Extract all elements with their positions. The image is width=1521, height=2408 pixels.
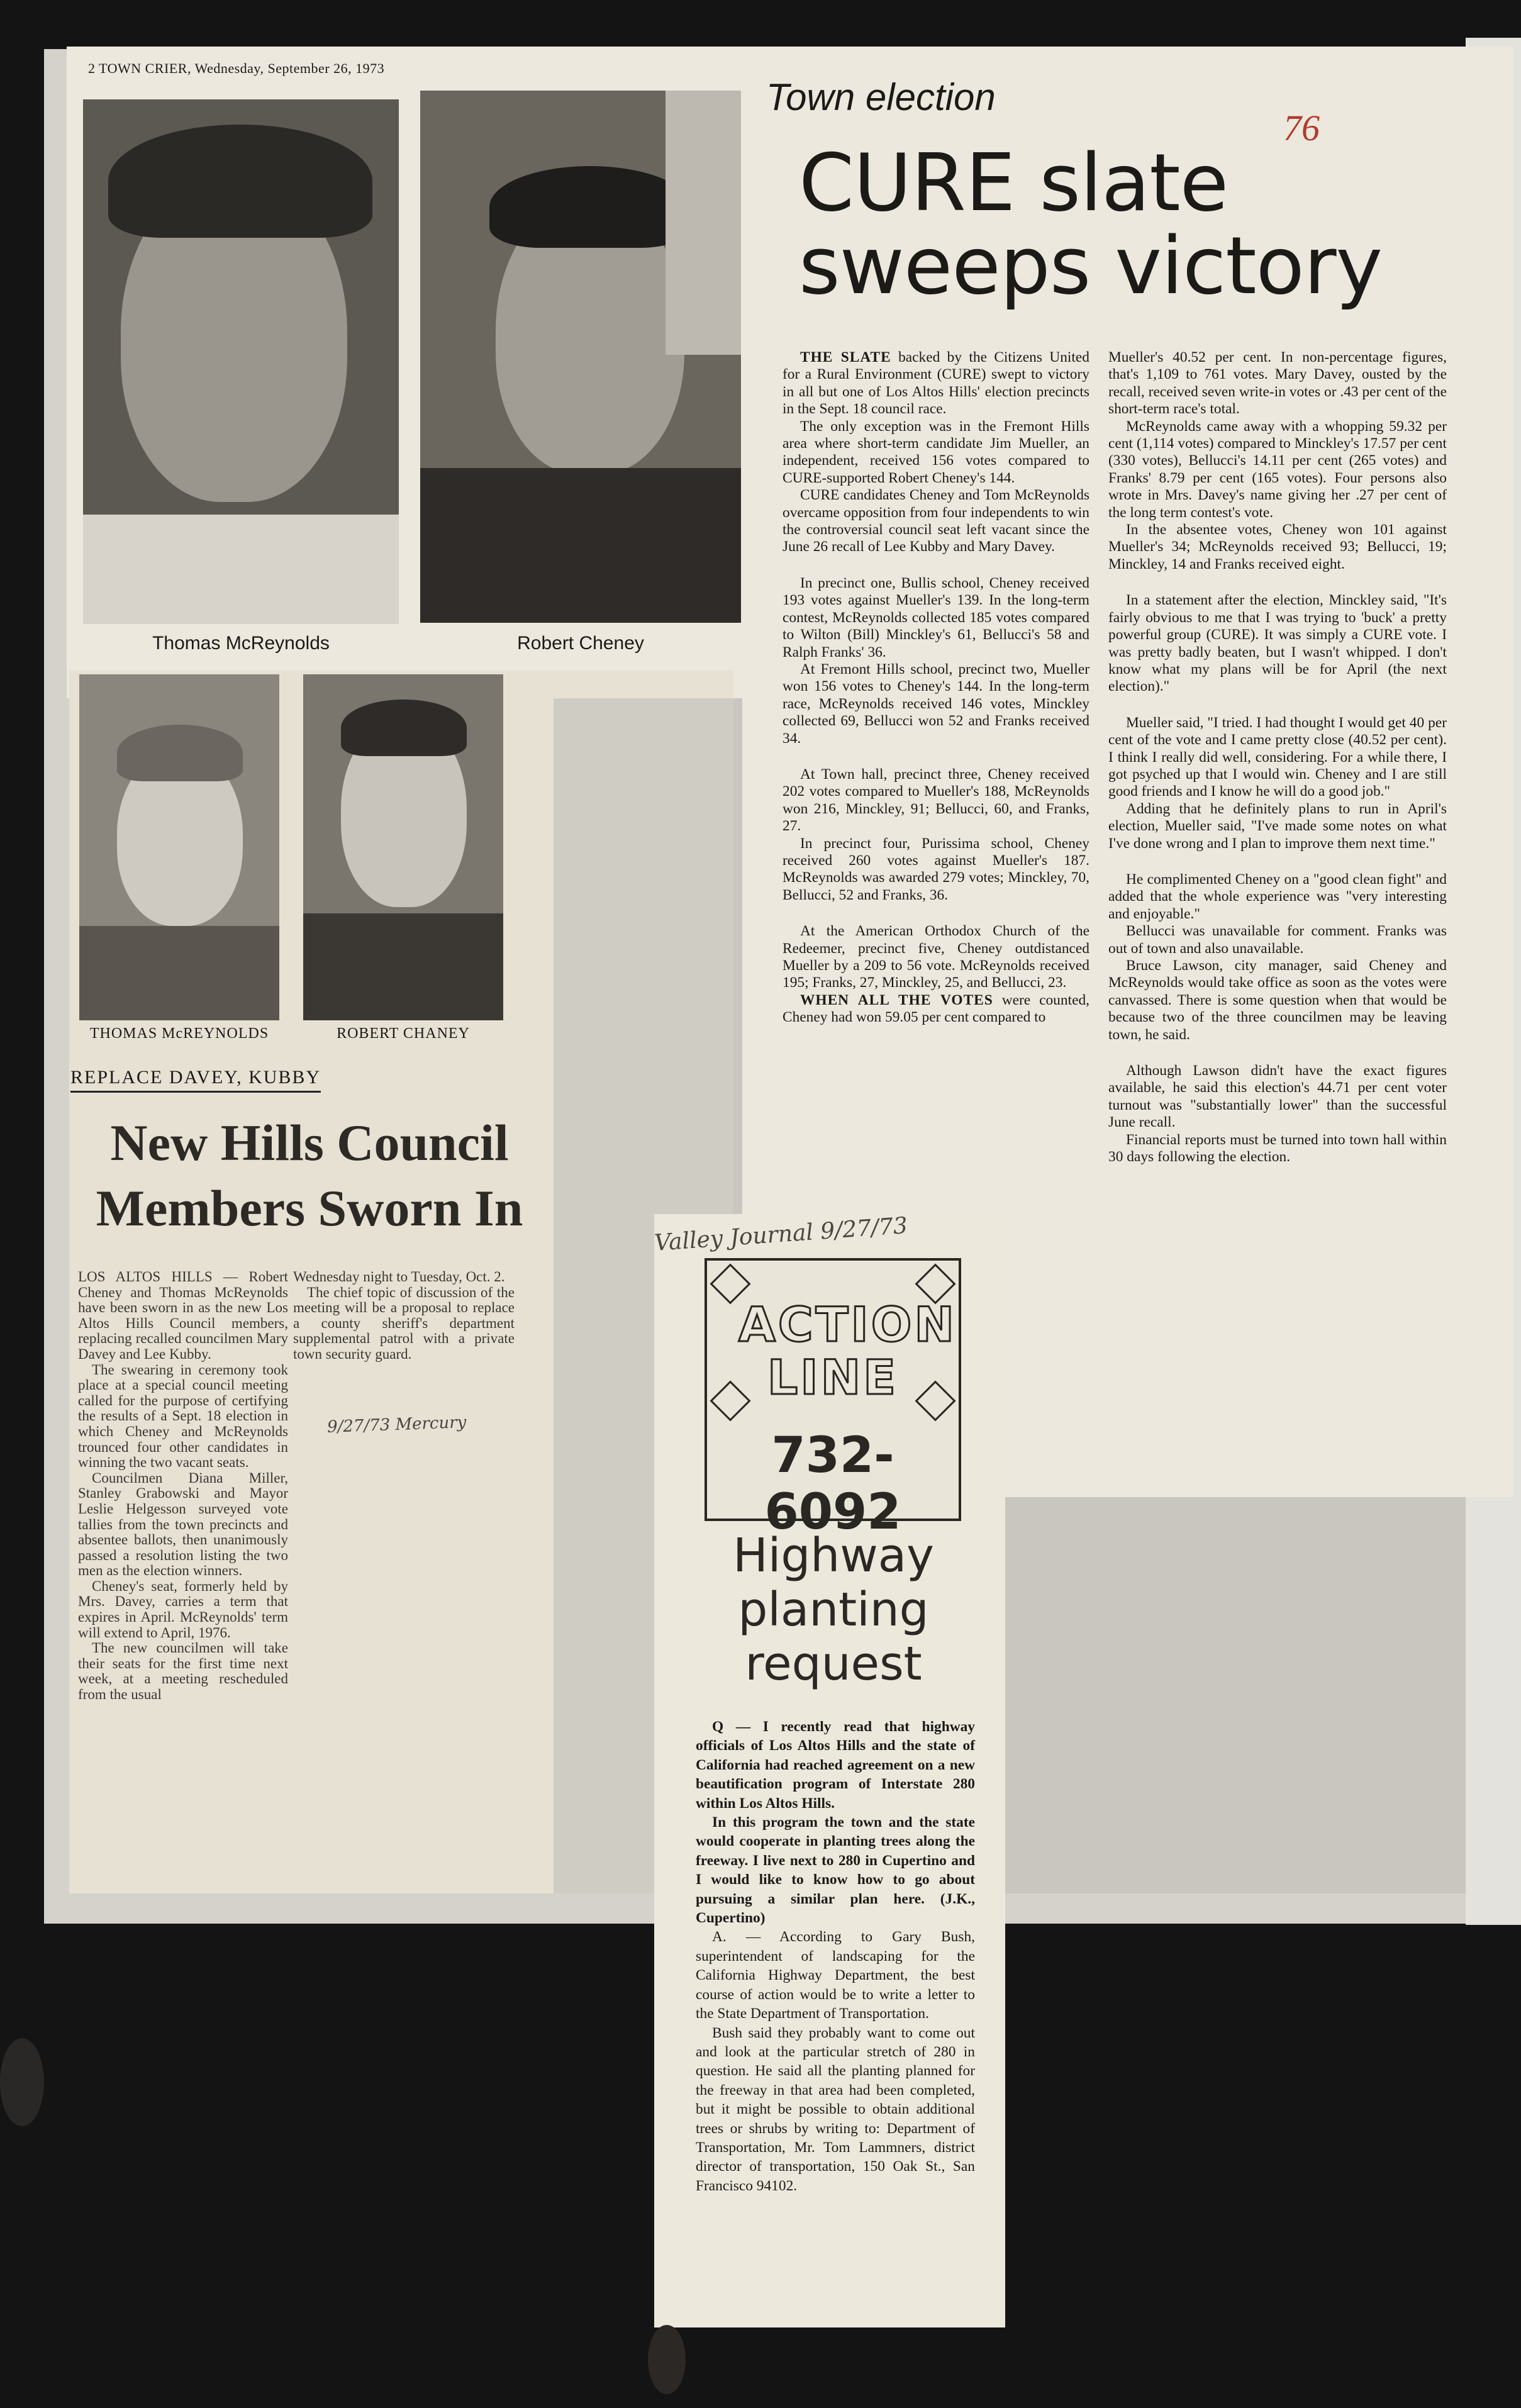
article-column-2 bbox=[1108, 349, 1447, 1166]
paragraph bbox=[78, 1579, 288, 1641]
reader-question: Q — I recently read that highway officials of Los Altos Hills and the state of California had reached agreement on a new beautification program of Interstate 280 within Los Altos Hills. bbox=[696, 1719, 975, 1812]
article-headline: CURE slate sweeps victory bbox=[799, 137, 1383, 312]
paragraph bbox=[78, 1641, 288, 1702]
paragraph bbox=[783, 349, 1089, 418]
paragraph-text: He complimented Cheney on a "good clean fight" and added that the whole experience was "very interesting and enjoyable." bbox=[1108, 871, 1447, 922]
reader-question-cont: In this program the town and the state would cooperate in planting trees along the freeway. I live next to 280 in Cupertino and I would like to know how to go about pursuing a similar plan here. (J.K., Cupertino) bbox=[696, 1814, 975, 1927]
photo-robert-cheney bbox=[420, 91, 741, 623]
action-line-phone: 732-6092 bbox=[764, 1427, 901, 1541]
mounting-stain bbox=[0, 2038, 44, 2126]
paragraph-text: CURE candidates Cheney and Tom McReynolds overcame opposition from four independents to win the controversial council seat left vacant since the June 26 recall of Lee Kubby and Mary Davey. bbox=[783, 487, 1089, 555]
paragraph bbox=[783, 766, 1089, 835]
handwritten-source-note-2: Valley Journal 9/27/73 bbox=[654, 1212, 909, 1257]
portrait-jacket bbox=[303, 913, 503, 1020]
paragraph-text: were counted, Cheney had won 59.05 per cent compared to bbox=[783, 991, 1089, 1026]
caption-robert-cheney: Robert Cheney bbox=[517, 633, 644, 654]
paragraph bbox=[1108, 923, 1447, 957]
paragraph-text: The chief topic of discussion of the meeting will be a proposal to replace a county sheriff's department supplemental patrol with a private town security guard. bbox=[293, 1284, 515, 1362]
action-line-column bbox=[696, 1717, 975, 2195]
caption-robert-chaney-small: ROBERT CHANEY bbox=[337, 1025, 470, 1042]
paragraph-text: The only exception was in the Fremont Hills area where short-term candidate Jim Mueller, an independent, received 156 votes compared to CURE-supported Robert Cheney's 144. bbox=[783, 418, 1089, 486]
paragraph-text: backed by the Citizens United for a Rural Environment (CURE) swept to victory in all but one of Los Altos Hills' election precincts in the Sept. 18 council race. bbox=[783, 349, 1089, 418]
paragraph-text: Councilmen Diana Miller, Stanley Grabowski and Mayor Leslie Helgesson surveyed vote tallies from the town precincts and absentee ballots, then unanimously passed a resolution listing the two men as the election winners. bbox=[78, 1469, 288, 1579]
paragraph bbox=[1108, 1132, 1447, 1166]
caption-thomas-mcreynolds: Thomas McReynolds bbox=[152, 633, 330, 654]
paragraph bbox=[783, 575, 1089, 661]
paragraph bbox=[1108, 592, 1447, 695]
photo-thomas-mcreynolds-small bbox=[79, 674, 279, 1020]
portrait-jacket bbox=[420, 468, 741, 623]
paragraph-text: In precinct one, Bullis school, Cheney received 193 votes against Mueller's 139. In the long-term contest, McReynolds collected 185 votes compared to Wilton (Bill) Minckley's 61, Bellucci's 58 and Ralph Franks' 36. bbox=[783, 574, 1089, 661]
paragraph-text: LOS ALTOS HILLS — Robert Cheney and Thomas McReynolds have been sworn in as the new Los Altos Hills Council members, replacing recalled councilmen Mary Davey and Lee Kubby. bbox=[78, 1269, 288, 1362]
paragraph-text: Bruce Lawson, city manager, said Cheney and McReynolds would take office as soon as the votes were canvassed. There is some question when that would be because two of the three councilmen may be leaving town, he said. bbox=[1108, 957, 1447, 1043]
paragraph-text: At Town hall, precinct three, Cheney received 202 votes compared to Mueller's 188, McReynolds won 216, Minckley, 91; Bellucci, 60, and Franks, 27. bbox=[783, 766, 1089, 835]
paragraph-lead: WHEN ALL THE VOTES bbox=[800, 991, 993, 1008]
paragraph-text: Although Lawson didn't have the exact figures available, he said this election's 44.71 per cent voter turnout was "substantially lower" than the successful June recall. bbox=[1108, 1062, 1447, 1131]
caption-thomas-mcreynolds-small: THOMAS McREYNOLDS bbox=[89, 1025, 269, 1042]
portrait-hair bbox=[117, 725, 243, 781]
article-column-1 bbox=[783, 349, 1089, 1027]
paragraph bbox=[1108, 418, 1447, 521]
paragraph bbox=[1108, 801, 1447, 852]
paragraph-text: In a statement after the election, Minckley said, "It's fairly obvious to me that I was trying to 'buck' a pretty powerful group (CURE). It was simply a CURE vote. I was pretty badly beaten, but I wasn't whipped. I don't know what my plans will be for April (the next election)." bbox=[1108, 592, 1447, 695]
paragraph-text: Mueller's 40.52 per cent. In non-percentage figures, that's 1,109 to 761 votes. Mary Davey, ousted by the recall, received seven write-in votes or .43 per cent of the short-term race's total. bbox=[1108, 349, 1447, 418]
paragraph-text: The swearing in ceremony took place at a special council meeting called for the purpose of certifying the results of a Sept. 18 election in which Cheney and McReynolds trounced four other candidates in winning the two vacant seats. bbox=[78, 1361, 288, 1471]
paragraph bbox=[783, 835, 1089, 905]
paragraph-text: Financial reports must be turned into town hall within 30 days following the election. bbox=[1108, 1131, 1447, 1166]
answer-paragraph: A. — According to Gary Bush, superintendent of landscaping for the California Highway Department, the best course of action would be to write a letter to the State Department of Transportation. bbox=[696, 1929, 975, 2022]
paragraph bbox=[293, 1285, 515, 1363]
paragraph bbox=[783, 661, 1089, 747]
paragraph bbox=[783, 992, 1089, 1027]
paragraph bbox=[783, 923, 1089, 992]
paragraph-text: Bellucci was unavailable for comment. Franks was out of town and also unavailable. bbox=[1108, 923, 1447, 957]
paragraph-text: McReynolds came away with a whopping 59.32 per cent (1,114 votes) compared to Minckley's 17.57 per cent (330 votes), Bellucci's 14.11 per cent (265 votes) and Franks' 8.79 per cent (165 votes). Four persons also wrote in Mrs. Davey's name giving her .27 per cent of the long term contest's vote. bbox=[1108, 418, 1447, 521]
handwritten-page-number: 76 bbox=[1283, 108, 1320, 148]
page-header: 2 TOWN CRIER, Wednesday, September 26, 1973 bbox=[88, 60, 385, 76]
portrait-hair bbox=[341, 700, 467, 756]
handwritten-source-note: 9/27/73 Mercury bbox=[326, 1413, 467, 1437]
paragraph bbox=[1108, 957, 1447, 1044]
portrait-jacket bbox=[79, 926, 279, 1020]
paragraph bbox=[1108, 1062, 1447, 1132]
portrait-hair bbox=[108, 125, 372, 238]
paragraph bbox=[78, 1471, 288, 1579]
paragraph-text: Cheney's seat, formerly held by Mrs. Davey, carries a term that expires in April. McReynolds' term will extend to April, 1976. bbox=[78, 1578, 288, 1641]
paragraph bbox=[1108, 715, 1447, 801]
portrait-hair bbox=[489, 166, 691, 248]
portrait-shirt bbox=[83, 515, 399, 624]
paragraph bbox=[78, 1269, 288, 1363]
paragraph bbox=[1108, 521, 1447, 573]
sworn-in-column-1 bbox=[78, 1269, 288, 1703]
paragraph-text: The new councilmen will take their seats for the first time next week, at a meeting rescheduled from the usual bbox=[78, 1640, 288, 1703]
paragraph bbox=[78, 1363, 288, 1471]
paragraph-lead: THE SLATE bbox=[800, 349, 891, 365]
sworn-in-headline: New Hills Council Members Sworn In bbox=[96, 1114, 523, 1237]
paragraph bbox=[783, 487, 1089, 556]
paragraph bbox=[1108, 871, 1447, 923]
paragraph-text: At Fremont Hills school, precinct two, Mueller won 156 votes to Cheney's 144. In the long-term race, McReynolds received 146 votes, Minckley collected 69, Bellucci won 52 and Franks received 34. bbox=[783, 661, 1089, 747]
paragraph bbox=[1108, 349, 1447, 418]
paragraph-text: In the absentee votes, Cheney won 101 against Mueller's 34; McReynolds received 93; Bellucci, 19; Minckley, 14 and Franks received eight. bbox=[1108, 521, 1447, 572]
action-line-headline: Highway planting request bbox=[733, 1529, 934, 1691]
action-line-logo bbox=[705, 1258, 961, 1541]
mounting-stain bbox=[648, 2325, 686, 2394]
paragraph-text: Mueller said, "I tried. I had thought I would get 40 per cent of the vote and I came pretty close (40.52 per cent). I think I really did well, considering. For a while there, I got psyched up that I would win. Cheney and I are still good friends and I know he will do a good job." bbox=[1108, 714, 1447, 800]
foliage bbox=[666, 91, 741, 355]
photo-thomas-mcreynolds bbox=[83, 99, 399, 624]
sworn-in-kicker: REPLACE DAVEY, KUBBY bbox=[70, 1067, 321, 1093]
answer-paragraph-2: Bush said they probably want to come out and look at the particular stretch of 280 in question. He said all the planting planned for the freeway in that area had been completed, but it might be possible to obtain additional trees or shrubs by writing to: Department of Transportation, Mr. Tom Lammners, district director of transportation, 150 Oak St., San Francisco 94102. bbox=[696, 2024, 975, 2194]
paragraph bbox=[783, 418, 1089, 488]
paragraph-text: Adding that he definitely plans to run in April's election, Mueller said, "I've made some notes on what I've done wrong and I plan to improve them next time." bbox=[1108, 800, 1447, 852]
sworn-in-column-2 bbox=[293, 1269, 515, 1363]
article-kicker: Town election bbox=[766, 76, 996, 118]
paragraph-text: Wednesday night to Tuesday, Oct. 2. bbox=[293, 1269, 505, 1285]
paragraph-text: At the American Orthodox Church of the Redeemer, precinct five, Cheney outdistanced Mueller by a 209 to 56 vote. McReynolds received 195; Franks, 27, Minckley, 25, and Bellucci, 23. bbox=[783, 923, 1089, 991]
action-line-title: ACTION LINE bbox=[738, 1296, 957, 1405]
paragraph-text: In precinct four, Purissima school, Cheney received 260 votes against Mueller's 187. McReynolds was awarded 279 votes; Minckley, 70, Bellucci, 52 and Franks, 36. bbox=[783, 835, 1089, 903]
paragraph bbox=[293, 1269, 515, 1285]
photo-robert-chaney-small bbox=[303, 674, 503, 1020]
